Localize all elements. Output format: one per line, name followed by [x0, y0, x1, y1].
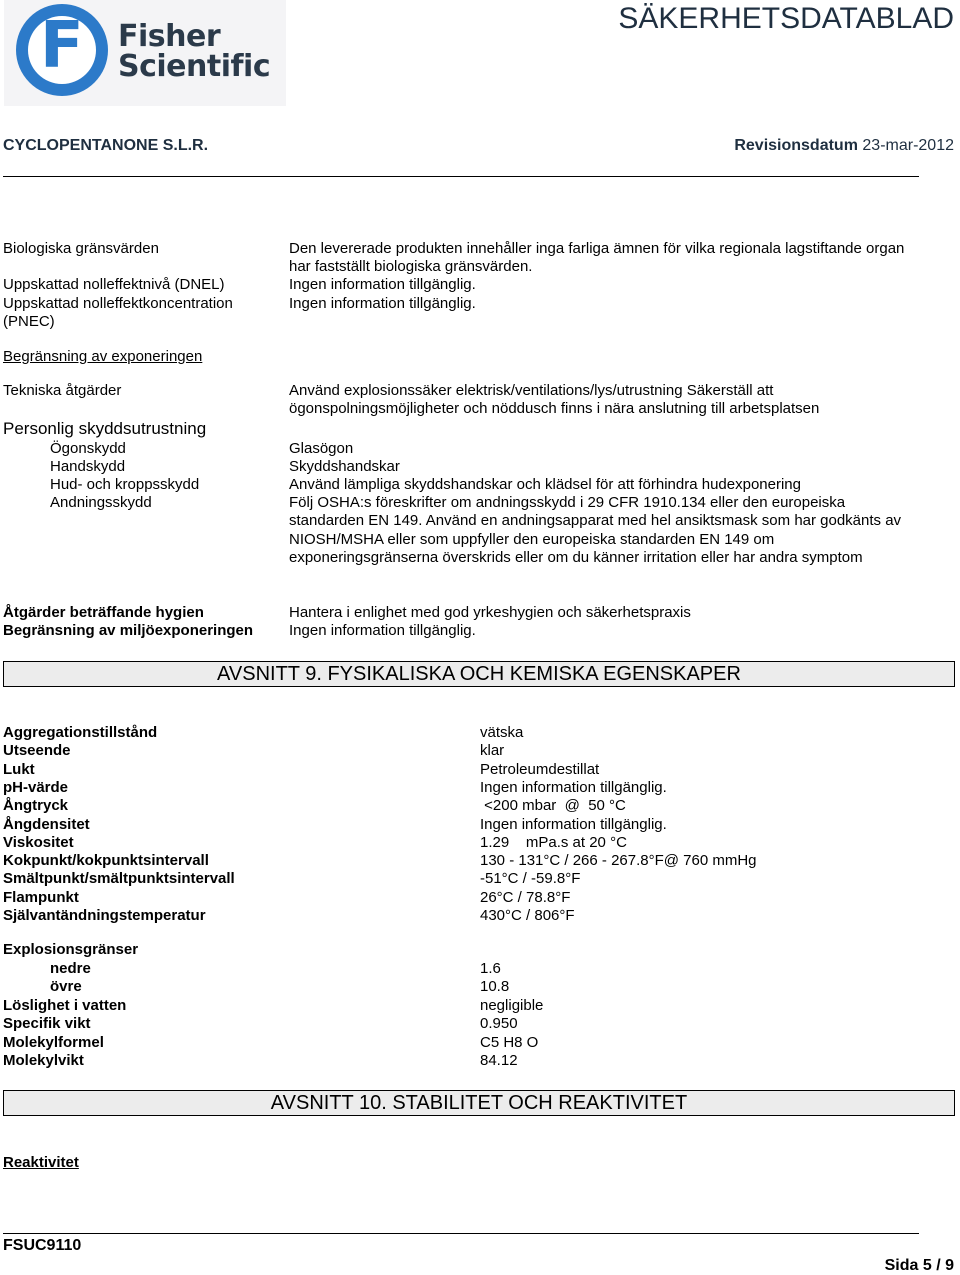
product-name: CYCLOPENTANONE S.L.R.	[3, 137, 209, 154]
tech-measures-label: Tekniska åtgärder	[3, 382, 122, 399]
env-exposure-value: Ingen information tillgänglig.	[289, 622, 476, 639]
property-value: 130 - 131°C / 266 - 267.8°F@ 760 mmHg	[480, 852, 757, 870]
respiratory-text-2: standarden EN 149. Använd en andningsapparat med hel ansiktsmask som har godkänts av	[289, 512, 902, 529]
document-title: SÄKERHETSDATABLAD	[618, 2, 954, 35]
property-value: vätska	[480, 724, 524, 741]
property-label: Smältpunkt/smältpunktsintervall	[3, 870, 235, 888]
bio-limits-text-1: Den levererade produkten innehåller inga farliga ämnen för vilka regionala lagstiftande organ	[289, 240, 905, 257]
hygiene-value: Hantera i enlighet med god yrkeshygien och säkerhetspraxis	[289, 604, 691, 621]
respiratory-text-4: exponeringsgränserna överskrids eller om du känner irritation eller har andra symptom	[289, 549, 863, 566]
property-label: Molekylvikt	[3, 1051, 84, 1069]
bio-limits-label: Biologiska gränsvärden	[3, 240, 159, 257]
respiratory-text-1: Följ OSHA:s föreskrifter om andningsskydd i 29 CFR 1910.134 eller den europeiska	[289, 494, 846, 511]
property-label: Utseende	[3, 742, 71, 760]
skin-protection-value: Använd lämpliga skyddshandskar och klädsel för att förhindra hudexponering	[289, 476, 801, 493]
property-label: Kokpunkt/kokpunktsintervall	[3, 852, 209, 870]
property-value: negligible	[480, 997, 544, 1014]
property-label: Molekylformel	[3, 1033, 104, 1051]
property-value: 84.12	[480, 1051, 518, 1069]
exposure-heading: Begränsning av exponeringen	[3, 348, 203, 365]
skin-protection-label: Hud- och kroppsskydd	[50, 476, 200, 493]
revision-value: 23-mar-2012	[862, 137, 954, 154]
property-value: Ingen information tillgänglig.	[480, 815, 667, 833]
property-value: 1.29 mPa.s at 20 °C	[480, 833, 627, 851]
property-label: Viskositet	[3, 833, 74, 851]
company-logo	[4, 0, 286, 106]
ppe-heading: Personlig skyddsutrustning	[3, 419, 207, 438]
logo-line2: Scientific	[118, 49, 271, 84]
property-label: Löslighet i vatten	[3, 997, 127, 1014]
hygiene-label: Åtgärder beträffande hygien	[3, 604, 204, 621]
property-label: Specifik vikt	[3, 1015, 91, 1033]
respiratory-text-3: NIOSH/MSHA eller som uppfyller den europeiska standarden EN 149 om	[289, 531, 775, 548]
section-10-header	[3, 1090, 955, 1116]
property-value: 430°C / 806°F	[480, 907, 575, 924]
pnec-value: Ingen information tillgänglig.	[289, 295, 476, 312]
property-label: Självantändningstemperatur	[3, 907, 206, 924]
dnel-label: Uppskattad nolleffektnivå (DNEL)	[3, 276, 225, 293]
section-10-title: AVSNITT 10. STABILITET OCH REAKTIVITET	[270, 1092, 688, 1114]
pnec-label-1: Uppskattad nolleffektkoncentration	[3, 295, 233, 312]
respiratory-protection-label: Andningsskydd	[50, 494, 152, 511]
pnec-label-2: (PNEC)	[3, 313, 55, 330]
logo-line1: Fisher	[118, 19, 221, 54]
explosion-lower-label: nedre	[50, 960, 91, 977]
property-label: Ångtryck	[3, 797, 69, 815]
eye-protection-value: Glasögon	[289, 440, 354, 457]
property-label: pH-värde	[3, 778, 69, 796]
hand-protection-label: Handskydd	[50, 458, 126, 475]
tech-measures-text-1: Använd explosionssäker elektrisk/ventilations/lys/utrustning Säkerställ att	[289, 382, 774, 399]
explosion-limits-label: Explosionsgränser	[3, 941, 139, 958]
property-value: Ingen information tillgänglig.	[480, 778, 667, 796]
property-label: Ångdensitet	[3, 815, 90, 833]
tech-measures-text-2: ögonspolningsmöjligheter och nöddusch finns i nära anslutning till arbetsplatsen	[289, 400, 820, 417]
property-value: <200 mbar @ 50 °C	[480, 797, 626, 815]
hand-protection-value: Skyddshandskar	[289, 458, 400, 475]
explosion-upper-label: övre	[50, 978, 82, 995]
logo-f-icon: F	[40, 9, 84, 83]
property-label: Flampunkt	[3, 888, 79, 906]
property-value: 0.950	[480, 1015, 518, 1033]
property-value: -51°C / -59.8°F	[480, 870, 581, 888]
footer-code: FSUC9110	[3, 1237, 82, 1254]
revision-date	[734, 137, 954, 155]
revision-label: Revisionsdatum	[734, 137, 858, 154]
property-value: C5 H8 O	[480, 1033, 539, 1051]
page-number: Sida 5 / 9	[884, 1257, 954, 1274]
property-label: Lukt	[3, 760, 35, 778]
reactivity-label: Reaktivitet	[3, 1154, 79, 1171]
header-divider	[3, 176, 919, 177]
eye-protection-label: Ögonskydd	[50, 440, 126, 457]
property-value: klar	[480, 742, 505, 760]
property-label: Aggregationstillstånd	[3, 724, 158, 741]
property-value: Petroleumdestillat	[480, 760, 600, 778]
section-9-header	[3, 661, 955, 687]
footer-divider	[3, 1233, 919, 1234]
property-value: 26°C / 78.8°F	[480, 888, 571, 906]
explosion-lower-value: 1.6	[480, 960, 501, 977]
explosion-upper-value: 10.8	[480, 978, 510, 995]
bio-limits-text-2: har fastställt biologiska gränsvärden.	[289, 258, 533, 275]
dnel-value: Ingen information tillgänglig.	[289, 276, 476, 293]
env-exposure-label: Begränsning av miljöexponeringen	[3, 622, 254, 639]
section-9-title: AVSNITT 9. FYSIKALISKA OCH KEMISKA EGENSKAPER	[217, 663, 741, 685]
